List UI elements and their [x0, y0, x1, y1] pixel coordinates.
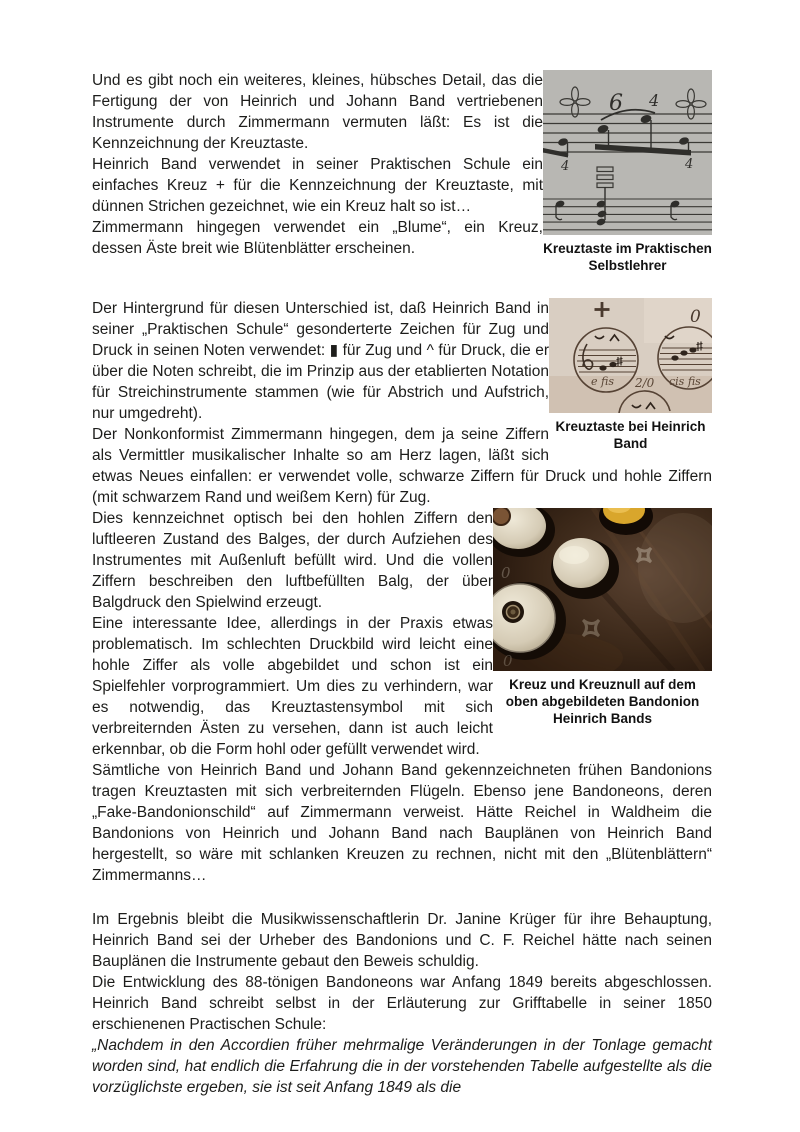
- intro-paragraph-1: Und es gibt noch ein weiteres, kleines, hübsches Detail, das die Fertigung der von Heinrich und Johann Band vertriebenen Instrumente durch Zimmermann vermuten läßt: Es ist die Kennzeichnung der Kreuztaste.: [92, 72, 543, 152]
- note-label-left: e fis: [591, 375, 614, 388]
- scratched-zero: 0: [501, 564, 511, 582]
- intro-section: [92, 70, 712, 273]
- note-label-mid: 2/0: [635, 376, 655, 390]
- figure-selbstlehrer: [543, 70, 712, 274]
- figure-number: 4: [649, 91, 660, 110]
- main-section: [92, 274, 712, 886]
- button-center-dot: [511, 610, 516, 615]
- note-label-right: cis fis: [669, 375, 701, 388]
- figure-number: 4: [685, 157, 694, 172]
- zug-rect-symbols: [597, 167, 613, 188]
- main-paragraph-2: Der Nonkonformist Zimmermann hingegen, dem ja seine Ziffern als Vermittler musikalischer Inhalte so am Herz lagen, läßt sich etwas Neues einfallen: er verwendet volle, schwarze Ziffern für Druck und hohle Ziffern (mit schwarzem Rand und weißem Kern) für Zug.: [92, 426, 712, 506]
- button-highlight: [559, 546, 589, 564]
- main-paragraph-4: Eine interessante Idee, allerdings in der Praxis etwas problematisch. Im schlechten Druckbild wird leicht eine hohle Ziffer als volle abgebildet und schon ist ein Spielfehler vorprogrammiert. Um dies zu verhindern, war es notwendig, das Kreuztastensymbol mit sich verbreiternden Ästen zu versehen, dann ist auch leicht erkennbar, ob die Form hohl oder gefüllt verwendet wird.: [92, 615, 493, 758]
- figure-caption-bandonion: Kreuz und Kreuznull auf dem oben abgebildeten Bandonion Heinrich Bands: [505, 677, 700, 726]
- zero-label: 0: [690, 307, 701, 327]
- figure-bandonion-photo: [493, 508, 712, 727]
- figure-number: 6: [609, 91, 623, 116]
- page-content: [92, 70, 712, 1098]
- scratched-zero: 0: [503, 652, 513, 670]
- main-paragraph-3: Dies kennzeichnet optisch bei den hohlen Ziffern den luftleeren Zustand des Balges, der durch Aufziehen des Instrumentes mit Außenluft befüllt wird. Und die vollen Ziffern beschreiben den luftbefüllten Balg, der über Balgdruck den Spielwind erzeugt.: [92, 510, 493, 611]
- figure-number: 4: [561, 159, 570, 174]
- button-bottom-left: [493, 584, 555, 652]
- conclusion-section: [92, 886, 712, 1098]
- button-center: [553, 538, 609, 588]
- intro-paragraph-3: Zimmermann hingegen verwendet ein „Blume“, ein Kreuz, dessen Äste breit wie Blütenblätter erscheinen.: [92, 219, 543, 257]
- music-notation-band-image: [549, 298, 712, 413]
- figure-caption-band-schule: Kreuztaste bei Heinrich Band: [555, 419, 706, 451]
- figure-band-schule: [549, 298, 712, 452]
- button-cap: [493, 508, 510, 525]
- music-notation-selbstlehrer-image: [543, 70, 712, 235]
- figure-caption-selbstlehrer: Kreuztaste im Praktischen Selbstlehrer: [543, 241, 712, 273]
- intro-paragraph-2: Heinrich Band verwendet in seiner Praktischen Schule ein einfaches Kreuz + für die Kennzeichnung der Kreuztaste, mit dünnen Strichen gezeichnet, wie ein Kreuz halt so ist…: [92, 156, 543, 215]
- bandonion-buttons-photo: [493, 508, 712, 671]
- conclusion-paragraph-1: Im Ergebnis bleibt die Musikwissenschaftlerin Dr. Janine Krüger für ihre Behauptung, Heinrich Band sei der Urheber des Bandonions und C. F. Reichel hätte nach seinen Bauplänen die Instrumente gebaut den Beweis schuldig.: [92, 911, 712, 970]
- conclusion-paragraph-2: Die Entwicklung des 88-tönigen Bandoneons war Anfang 1849 bereits abgeschlossen. Heinrich Band schreibt selbst in der Erläuterung zur Grifftabelle in seiner 1850 erschienenen Practischen Schule:: [92, 974, 712, 1033]
- main-paragraph-5: Sämtliche von Heinrich Band und Johann Band gekennzeichneten frühen Bandonions tragen Kreuztasten mit sich verbreiternden Flügeln. Ebenso jene Bandoneons, deren „Fake-Bandonionschild“ auf Zimmermann verweist. Hätte Reichel in Waldheim die Bandonions von Heinrich und Johann Band nach Bauplänen von Heinrich Band hergestellt, so wäre mit schlanken Kreuzen zu rechnen, nicht mit den „Blütenblättern“ Zimmermanns…: [92, 762, 712, 884]
- conclusion-quote-italic: „Nachdem in den Accordien früher mehrmalige Veränderungen in der Tonlage gemacht worden sind, hat endlich die Erfahrung die in der vorstehenden Tabelle aufgestellte als die vorzüglichste ergeben, sie ist seit Anfang 1849 als die: [92, 1037, 712, 1096]
- main-paragraph-1: Der Hintergrund für diesen Unterschied ist, daß Heinrich Band in seiner „Praktischen Schule“ gesonderterte Zeichen für Zug und Druck in seinen Noten verwendet: ▮ für Zug und ^ für Druck, die er über die Noten schreibt, die im Prinzip aus der etablierten Notation für Streichinstrumente stammen (wie für Abstrich und Aufstrich, nur umgedreht).: [92, 300, 549, 422]
